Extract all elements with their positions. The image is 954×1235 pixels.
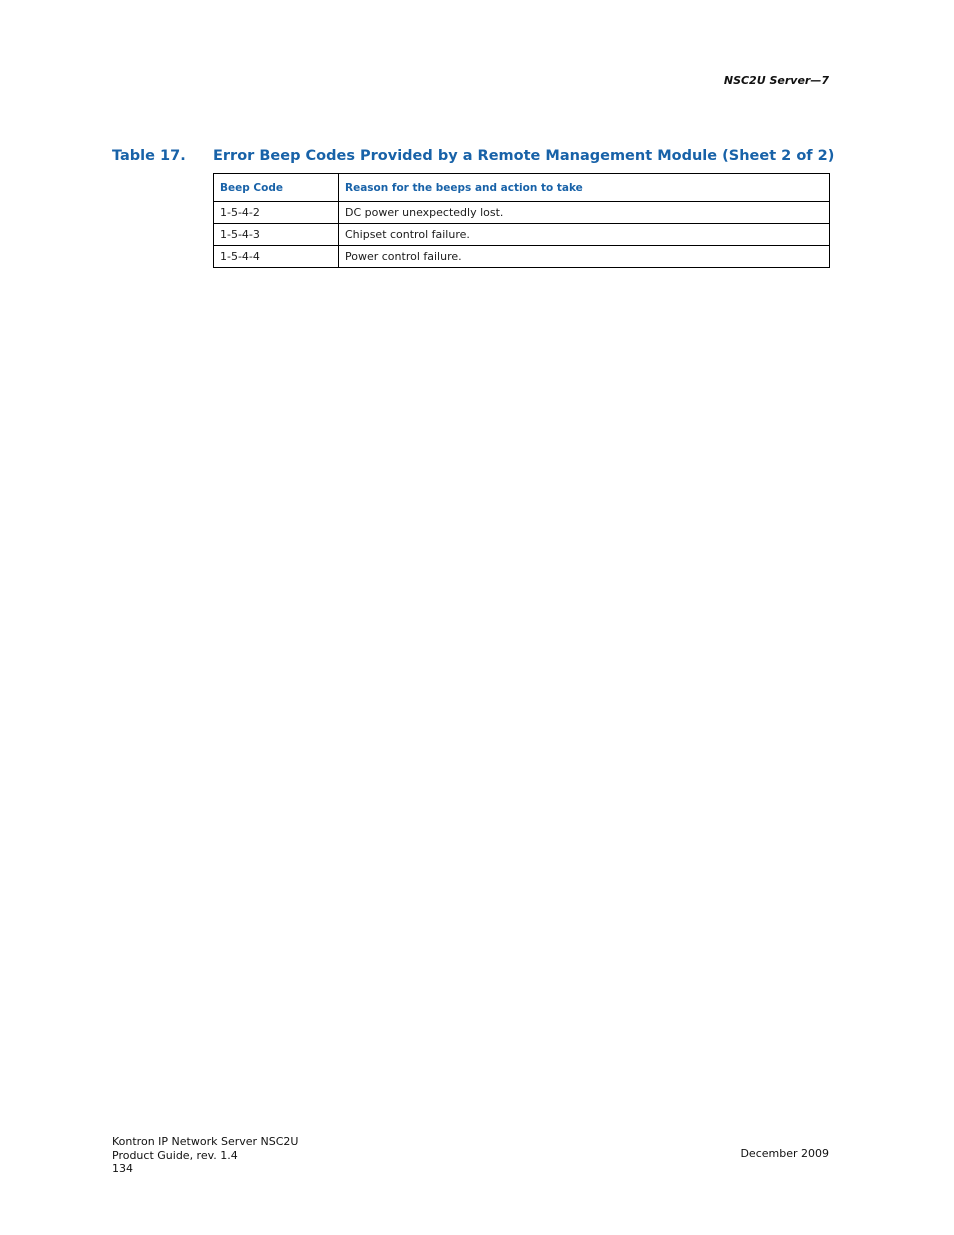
column-header-beep-code: Beep Code <box>214 174 339 202</box>
page-number: 134 <box>112 1162 133 1175</box>
table-header-row <box>214 174 830 202</box>
table-number: Table 17. <box>112 148 186 164</box>
footer-document-info <box>112 1135 298 1176</box>
beep-code-cell: 1-5-4-2 <box>214 202 339 224</box>
table-row <box>214 224 830 246</box>
table-caption <box>112 148 834 164</box>
footer-guide-revision: Product Guide, rev. 1.4 <box>112 1148 238 1162</box>
footer-product-name: Kontron IP Network Server NSC2U <box>112 1135 299 1148</box>
table-title: Error Beep Codes Provided by a Remote Management Module (Sheet 2 of 2) <box>213 148 835 164</box>
reason-cell: DC power unexpectedly lost. <box>339 202 830 224</box>
table-row <box>214 246 830 268</box>
reason-cell: Power control failure. <box>339 246 830 268</box>
beep-code-cell: 1-5-4-3 <box>214 224 339 246</box>
reason-cell: Chipset control failure. <box>339 224 830 246</box>
table-row <box>214 202 830 224</box>
beep-codes-table <box>213 173 830 268</box>
column-header-reason: Reason for the beeps and action to take <box>339 174 830 202</box>
running-header: NSC2U Server—7 <box>723 74 829 87</box>
beep-code-cell: 1-5-4-4 <box>214 246 339 268</box>
footer-date: December 2009 <box>740 1147 829 1160</box>
